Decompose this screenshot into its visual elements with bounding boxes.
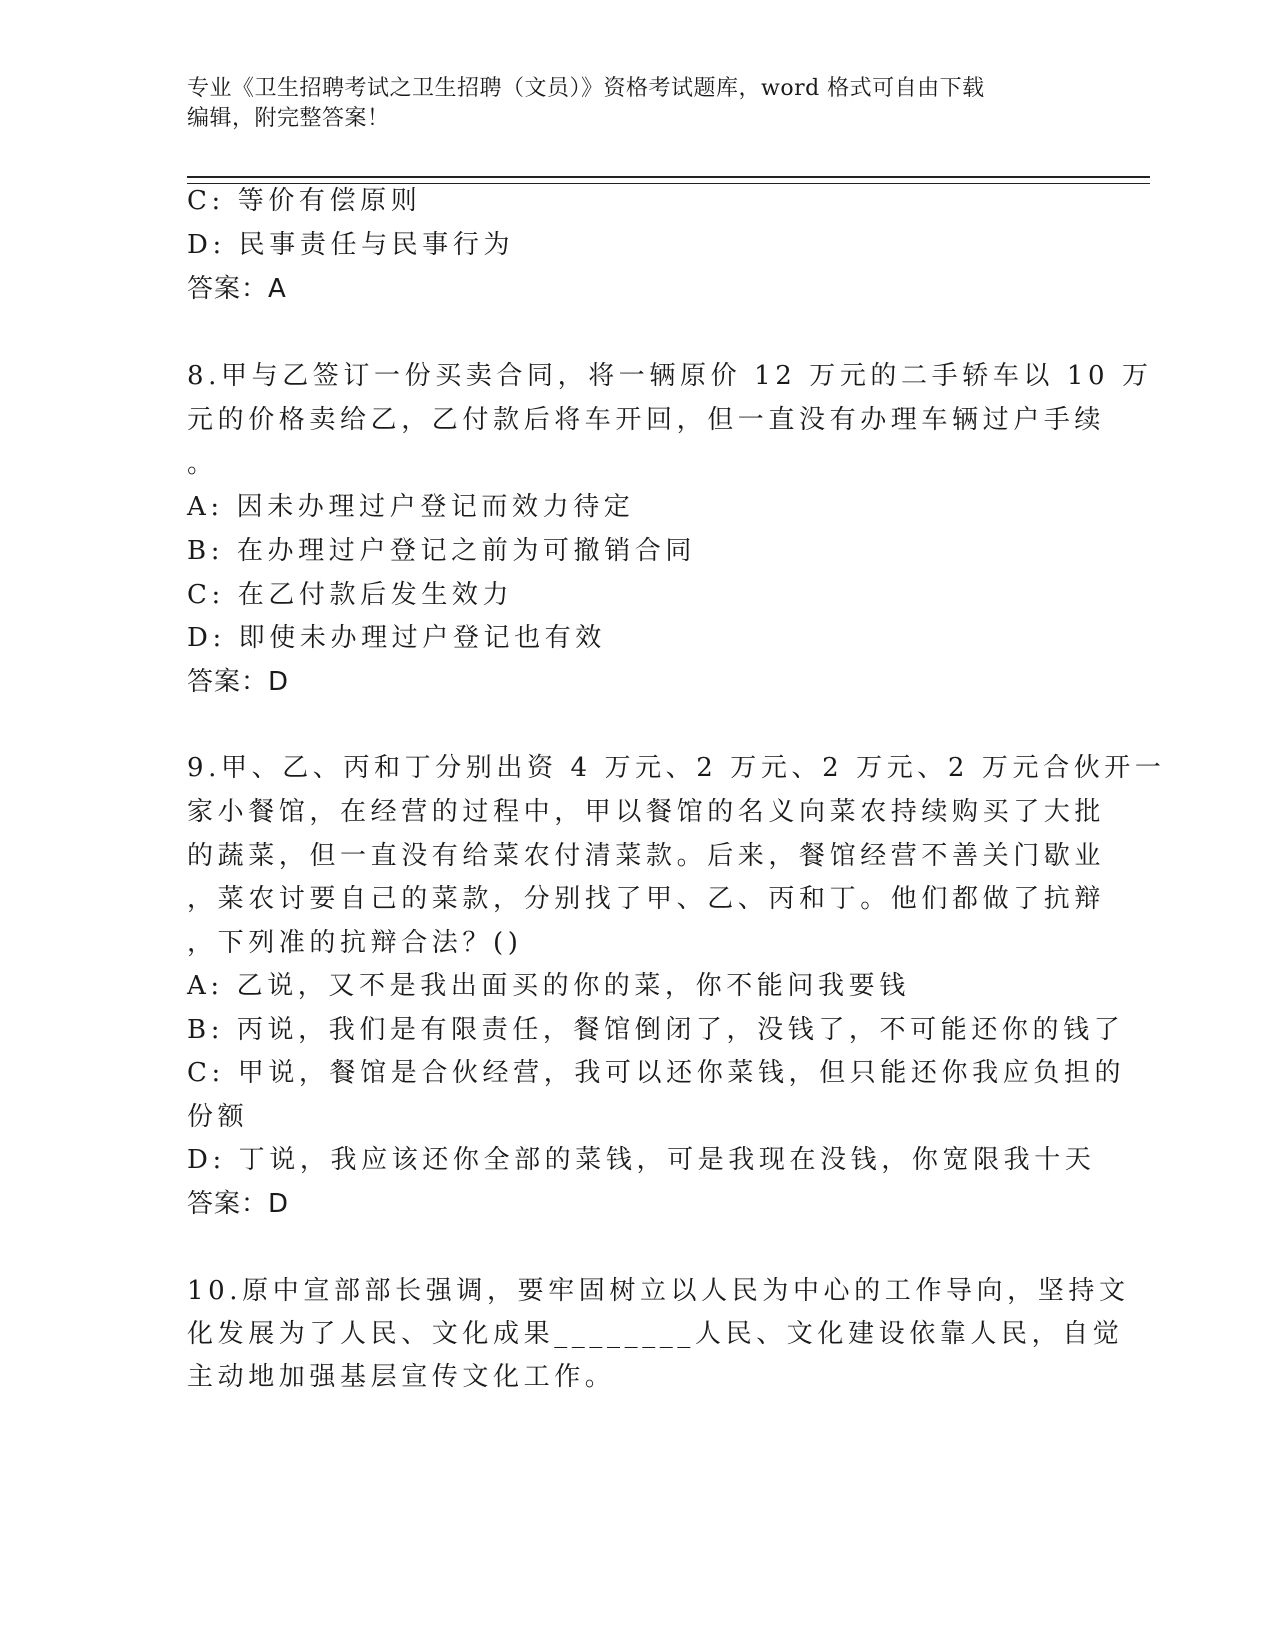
q10-stem-line-2: 化发展为了人民、文化成果________人民、文化建设依靠人民，自觉 [187,1319,1124,1349]
q8-option-c: C: 在乙付款后发生效力 [187,580,514,610]
q10-stem-line-1: 10.原中宣部部长强调，要牢固树立以人民为中心的工作导向，坚持文 [187,1276,1130,1306]
q9-option-b: B: 丙说，我们是有限责任，餐馆倒闭了，没钱了，不可能还你的钱了 [187,1015,1125,1045]
q9-stem-line-5: ，下列准的抗辩合法？() [187,928,523,958]
q9-answer: 答案：D [187,1189,290,1219]
q10-stem-line-3: 主动地加强基层宣传文化工作。 [187,1362,616,1392]
q9-option-c-line-2: 份额 [187,1102,249,1132]
header-line-2: 编辑，附完整答案！ [187,106,390,131]
q9-stem-line-4: ，菜农讨要自己的菜款，分别找了甲、乙、丙和丁。他们都做了抗辩 [187,884,1106,914]
q8-stem-line-1: 8.甲与乙签订一份买卖合同，将一辆原价 12 万元的二手轿车以 10 万 [187,361,1153,391]
q9-option-a: A: 乙说，又不是我出面买的你的菜，你不能问我要钱 [187,971,910,1001]
q8-option-a: A: 因未办理过户登记而效力待定 [187,492,635,522]
q8-stem-line-3: 。 [187,449,218,479]
q7-option-d: D: 民事责任与民事行为 [187,230,515,260]
q8-answer: 答案：D [187,667,290,697]
q9-option-d: D: 丁说，我应该还你全部的菜钱，可是我现在没钱，你宽限我十天 [187,1145,1096,1175]
q7-answer: 答案：A [187,274,287,304]
q9-option-c-line-1: C: 甲说，餐馆是合伙经营，我可以还你菜钱，但只能还你我应负担的 [187,1058,1126,1088]
q8-option-d: D: 即使未办理过户登记也有效 [187,623,606,653]
q9-stem-line-3: 的蔬菜，但一直没有给菜农付清菜款。后来，餐馆经营不善关门歇业 [187,841,1106,871]
q8-option-b: B: 在办理过户登记之前为可撤销合同 [187,536,696,566]
header-rule-top [187,176,1150,178]
q9-stem-line-1: 9.甲、乙、丙和丁分别出资 4 万元、2 万元、2 万元、2 万元合伙开一 [187,753,1166,783]
header-line-1: 专业《卫生招聘考试之卫生招聘（文员）》资格考试题库，word 格式可自由下载 [187,76,985,101]
q8-stem-line-2: 元的价格卖给乙，乙付款后将车开回，但一直没有办理车辆过户手续 [187,405,1106,435]
q7-option-c: C: 等价有偿原则 [187,186,422,216]
q9-stem-line-2: 家小餐馆，在经营的过程中，甲以餐馆的名义向菜农持续购买了大批 [187,797,1106,827]
page-header [187,74,1067,134]
